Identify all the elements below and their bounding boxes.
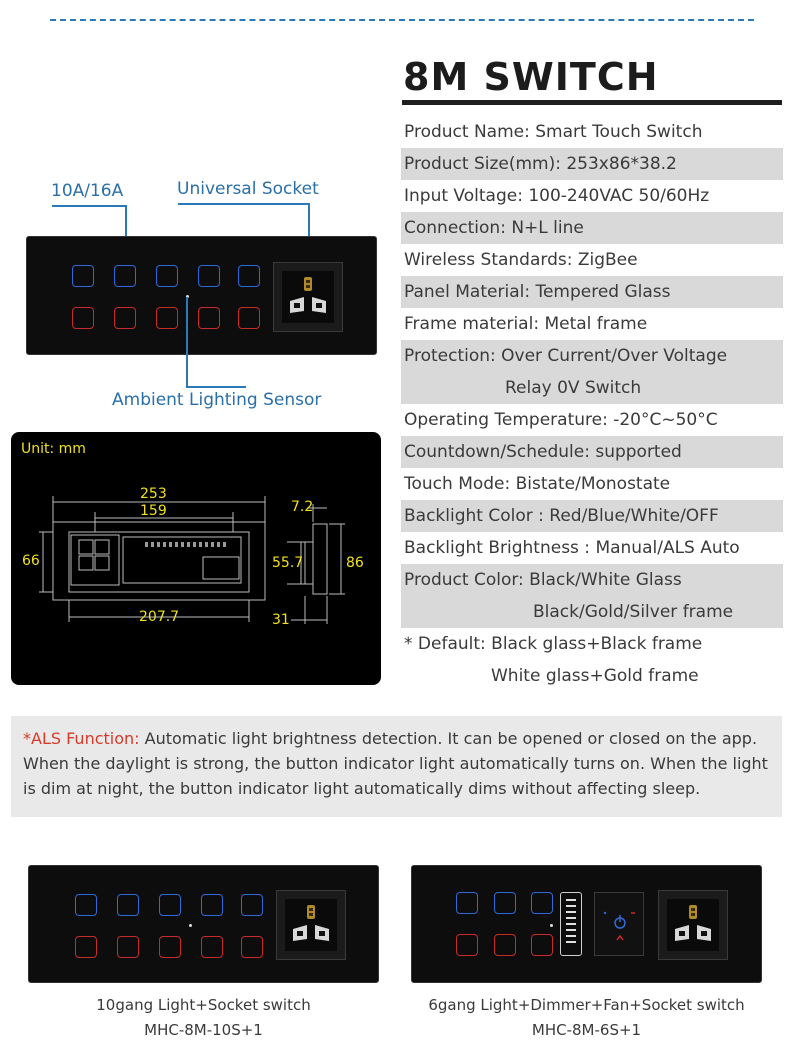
socket-outlet-icon	[282, 271, 334, 323]
spec-row: Operating Temperature: -20°C~50°C	[404, 410, 718, 430]
spec-row: * Default: Black glass+Black frame	[404, 634, 703, 654]
spec-row: Wireless Standards: ZigBee	[404, 250, 638, 270]
callout-line	[186, 386, 246, 388]
spec-row: Protection: Over Current/Over Voltage	[401, 340, 783, 372]
touch-button-red	[238, 307, 260, 329]
touch-button-red	[75, 936, 97, 958]
spec-row: Connection: N+L line	[401, 212, 783, 244]
touch-button-blue	[238, 265, 260, 287]
spec-row: Countdown/Schedule: supported	[401, 436, 783, 468]
touch-button-blue	[201, 894, 223, 916]
spec-row: Panel Material: Tempered Glass	[401, 276, 783, 308]
universal-socket	[273, 262, 343, 332]
fan-control	[594, 892, 644, 956]
spec-row: Frame material: Metal frame	[404, 314, 648, 334]
power-icon	[595, 893, 645, 957]
page-title: 8M SWITCH	[403, 55, 659, 99]
product-name-6gang: 6gang Light+Dimmer+Fan+Socket switch	[428, 996, 745, 1014]
touch-button-blue	[241, 894, 263, 916]
touch-button-red	[114, 307, 136, 329]
touch-button-blue	[198, 265, 220, 287]
touch-button-red	[241, 936, 263, 958]
spec-row: Product Size(mm): 253x86*38.2	[401, 148, 783, 180]
touch-button-red	[456, 934, 478, 956]
touch-button-red	[159, 936, 181, 958]
callout-line	[52, 205, 126, 207]
touch-button-red	[117, 936, 139, 958]
spec-row: Backlight Brightness : Manual/ALS Auto	[404, 538, 740, 558]
touch-button-blue	[114, 265, 136, 287]
dim-width-bottom: 207.7	[139, 609, 180, 625]
product-model-6gang: MHC-8M-6S+1	[531, 1021, 642, 1039]
product-model-10gang: MHC-8M-10S+1	[144, 1021, 263, 1039]
touch-button-red	[72, 307, 94, 329]
touch-button-red	[156, 307, 178, 329]
socket-outlet-icon	[667, 899, 719, 951]
spec-row: Touch Mode: Bistate/Monostate	[404, 474, 671, 494]
touch-button-red	[201, 936, 223, 958]
dim-depth-top: 7.2	[291, 499, 314, 515]
universal-socket	[276, 890, 346, 960]
dimmer-level-icon	[561, 893, 581, 953]
touch-button-blue	[75, 894, 97, 916]
switch-panel-main	[26, 236, 377, 355]
als-key-label: *ALS Function:	[23, 729, 140, 748]
spec-row: White glass+Gold frame	[491, 666, 699, 686]
dimmer-slider	[560, 892, 582, 956]
dim-width-total: 253	[140, 486, 167, 502]
callout-line	[178, 203, 309, 205]
touch-button-red	[494, 934, 516, 956]
touch-button-blue	[159, 894, 181, 916]
touch-button-red	[531, 934, 553, 956]
touch-button-blue	[531, 892, 553, 914]
dimension-lines	[11, 432, 381, 685]
socket-outlet-icon	[285, 899, 337, 951]
universal-socket	[658, 890, 728, 960]
dimension-drawing	[11, 432, 381, 685]
dim-depth-bottom: 31	[272, 612, 290, 628]
spec-row: Backlight Color : Red/Blue/White/OFF	[401, 500, 783, 532]
touch-button-blue	[156, 265, 178, 287]
callout-line	[186, 297, 188, 387]
touch-button-red	[198, 307, 220, 329]
touch-button-blue	[117, 894, 139, 916]
dim-height-right: 86	[346, 555, 364, 571]
dim-height-mid: 55.7	[272, 555, 304, 571]
spec-row: Black/Gold/Silver frame	[401, 596, 783, 628]
product-name-10gang: 10gang Light+Socket switch	[96, 996, 311, 1014]
dim-height-left: 66	[22, 553, 40, 569]
unit-label: Unit: mm	[21, 441, 86, 457]
touch-button-blue	[456, 892, 478, 914]
product-image-10gang	[28, 865, 379, 983]
als-description: Automatic light brightness detection. It can be opened or closed on the app. When the daylight is strong, the button indicator light automatically turns on. When the light is dim at night, the button indicator light automatically dims without affecting sleep.	[23, 729, 768, 798]
spec-row: Product Name: Smart Touch Switch	[404, 122, 703, 142]
ambient-light-sensor	[189, 924, 192, 927]
top-dashed-divider	[50, 19, 754, 21]
callout-ambient-sensor: Ambient Lighting Sensor	[112, 390, 322, 410]
touch-button-blue	[494, 892, 516, 914]
als-function-note	[11, 716, 782, 817]
callout-current-rating: 10A/16A	[51, 181, 124, 201]
callout-universal-socket: Universal Socket	[177, 179, 319, 199]
spec-list	[401, 116, 783, 692]
dim-width-inner: 159	[140, 503, 167, 519]
ambient-light-sensor	[550, 924, 553, 927]
spec-row: Product Color: Black/White Glass	[401, 564, 783, 596]
spec-row: Relay 0V Switch	[401, 372, 783, 404]
touch-button-blue	[72, 265, 94, 287]
product-image-6gang	[411, 865, 762, 983]
spec-row: Input Voltage: 100-240VAC 50/60Hz	[404, 186, 710, 206]
title-underline	[402, 100, 782, 105]
